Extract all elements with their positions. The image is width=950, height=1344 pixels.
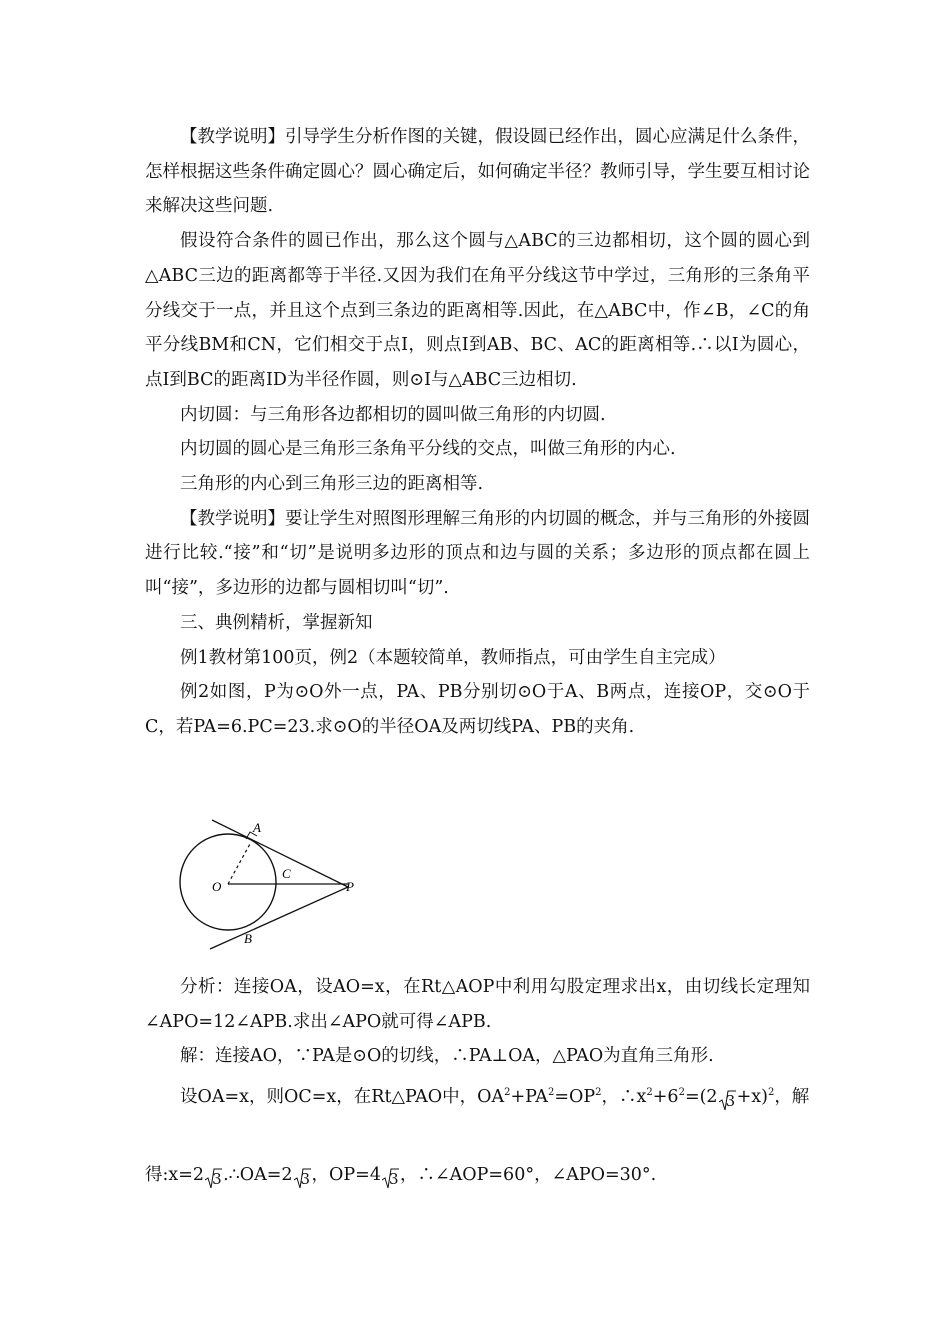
tangent-pb: [210, 887, 348, 949]
solution-line-1: 解：连接AO，∵PA是⊙O的切线，∴PA⊥OA，△PAO为直角三角形.: [180, 1046, 714, 1067]
solution-line-2: 设OA=x，则OC=x，在Rt△PAO中，$OA^2+PA^2=OP^2$，$\therefore x^2+6^2=(2$ 3 +x)$^2$，解: [180, 1087, 810, 1110]
body-text-top: [145, 120, 810, 745]
body-text-solution: [145, 970, 810, 1074]
label-b: B: [244, 931, 252, 946]
example-2: 例2如图，P为⊙O外一点，PA、PB分别切⊙O于A、B两点，连接OP，交⊙O于C，若PA=6.PC=23.求⊙O的半径OA及两切线PA、PB的夹角.: [145, 682, 810, 737]
label-o: O: [212, 879, 222, 894]
analysis: 分析：连接OA，设AO=x，在Rt△AOP中利用勾股定理求出x，由切线长定理知∠APO=12∠APB.求出∠APO就可得∠APB.: [145, 977, 810, 1032]
circle-o: [180, 834, 276, 930]
property-incenter: 三角形的内心到三角形三边的距离相等.: [180, 474, 484, 495]
radius-oa: [228, 842, 251, 884]
label-c: C: [282, 866, 291, 881]
solution-line-3: 得:x=2 3 .∴OA=2 3 ，OP=4 3 ，∴∠AOP=60°，∠APO=30°.: [145, 1165, 657, 1188]
teaching-note-1: 【教学说明】引导学生分析作图的关键，假设圆已经作出，圆心应满足什么条件，怎样根据这些条件确定圆心？圆心确定后，如何确定半径？教师引导，学生要互相讨论来解决这些问题.: [145, 127, 810, 217]
section-heading: 三、典例精析，掌握新知: [180, 612, 373, 633]
teaching-note-2: 【教学说明】要让学生对照图形理解三角形的内切圆的概念，并与三角形的外接圆进行比较.“接”和“切”是说明多边形的顶点和边与圆的关系；多边形的顶点都在圆上叫“接”，多边形的边都与圆相切叫“切”.: [145, 508, 810, 599]
definition-incircle: 内切圆：与三角形各边都相切的圆叫做三角形的内切圆.: [180, 404, 606, 425]
sqrt-symbol: 3: [382, 1167, 399, 1189]
sqrt-symbol: 3: [205, 1167, 222, 1189]
label-a: A: [253, 820, 261, 835]
sqrt-symbol: 3: [294, 1167, 311, 1189]
definition-incenter: 内切圆的圆心是三角形三条角平分线的交点，叫做三角形的内心.: [180, 439, 676, 460]
example-1: 例1教材第100页，例2（本题较简单，教师指点，可由学生自主完成）: [180, 647, 726, 668]
paragraph-incircle-reasoning: 假设符合条件的圆已作出，那么这个圆与△ABC的三边都相切，这个圆的圆心到△ABC三边的距离都等于半径.又因为我们在角平分线这节中学过，三角形的三条角平分线交于一点，并且这个点到三条边的距离相等.因此，在△ABC中，作∠B，∠C的角平分线BM和CN，它们相交于点I，则点I到AB、BC、AC的距离相等.∴以I为圆心，点I到BC的距离ID为半径作圆，则⊙I与△ABC三边相切.: [145, 231, 810, 390]
sqrt-symbol: 3: [719, 1089, 736, 1111]
label-p: P: [346, 879, 354, 894]
tangent-figure: [176, 818, 376, 953]
